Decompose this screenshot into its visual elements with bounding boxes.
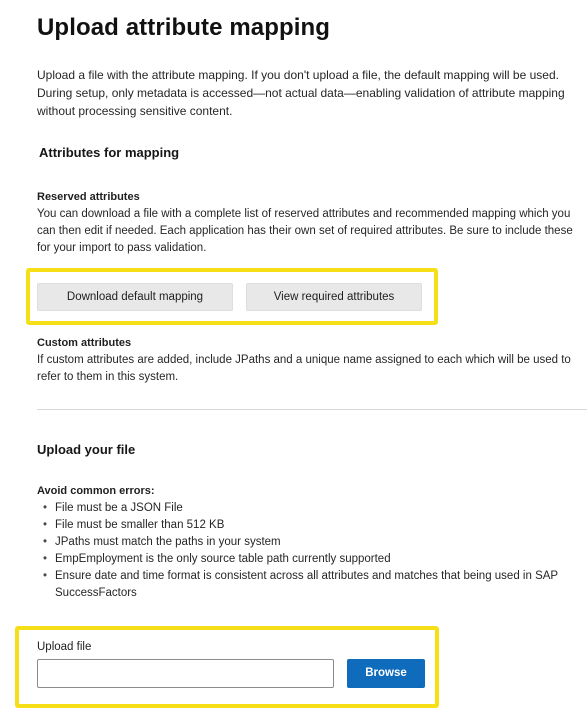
list-item: • JPaths must match the paths in your system: [37, 534, 577, 551]
section-divider: [37, 409, 587, 410]
list-item: • EmpEmployment is the only source table path currently supported: [37, 551, 577, 568]
attributes-section-title: Attributes for mapping: [39, 145, 180, 160]
upload-file-label: Upload file: [37, 641, 92, 653]
upload-file-input[interactable]: [37, 659, 334, 688]
list-item: • File must be smaller than 512 KB: [37, 517, 577, 534]
list-item: • Ensure date and time format is consistent across all attributes and matches that being used in SAP SuccessFactors: [37, 568, 577, 602]
reserved-attributes-description: You can download a file with a complete list of reserved attributes and recommended mapping which you can then edit if needed. Each application has their own set of required attributes. Be sure to include these for your import to pass validation.: [37, 208, 573, 254]
reserved-attributes-heading: Reserved attributes: [37, 191, 140, 203]
page-intro: Upload a file with the attribute mapping. If you don't upload a file, the default mapping will be used. During setup, only metadata is accessed—not actual data—enabling validation of attribute mapping without processing sensitive content.: [37, 68, 565, 118]
download-default-mapping-button[interactable]: Download default mapping: [37, 283, 233, 311]
custom-attributes-heading: Custom attributes: [37, 337, 132, 349]
common-errors-list: [37, 500, 577, 602]
common-errors-heading: Avoid common errors:: [37, 485, 155, 497]
custom-attributes-description: If custom attributes are added, include JPaths and a unique name assigned to each which will be used to refer to them in this system.: [37, 354, 571, 383]
upload-section-title: Upload your file: [37, 442, 136, 457]
page-title: Upload attribute mapping: [37, 14, 331, 41]
view-required-attributes-button[interactable]: View required attributes: [246, 283, 422, 311]
list-item: • File must be a JSON File: [37, 500, 577, 517]
browse-button[interactable]: Browse: [347, 659, 425, 688]
